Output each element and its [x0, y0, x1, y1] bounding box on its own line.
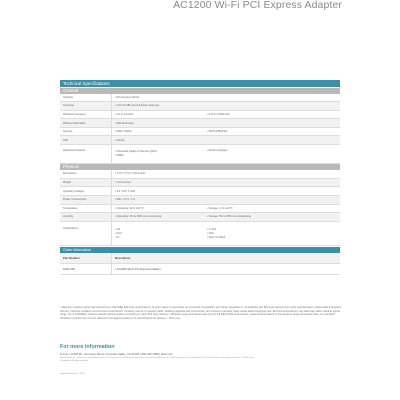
spec-value-item: • IC: [115, 236, 120, 240]
spec-value-col: [115, 227, 207, 241]
spec-value-col: • Max. 3.3 V / 1 A: [115, 198, 135, 202]
spec-value-item: • C-Tick: [207, 227, 217, 231]
spec-value: [112, 128, 340, 136]
spec-label: Humidity: [60, 213, 112, 221]
spec-value-col: • 1.15 ounces: [115, 181, 131, 185]
spec-row: [60, 136, 340, 145]
spec-value-col: • Operating: 0% to 90% non-condensing: [115, 215, 162, 219]
more-info: [60, 344, 173, 356]
spec-value-item: • CE: [115, 227, 121, 231]
spec-row: [60, 205, 340, 214]
spec-value-col: • Activity: [115, 138, 125, 142]
spec-label: Weight: [60, 179, 112, 187]
title-bar: [0, 0, 400, 34]
spec-row: [60, 213, 340, 222]
revision-date: Updated November 7, 2014: [60, 373, 85, 375]
spec-row: [60, 187, 340, 196]
spec-value-col: • Operating: 32 to 104 °F: [115, 206, 144, 210]
spec-value-col: • RoHS compliant: [207, 149, 228, 153]
order-header-row: [60, 253, 340, 264]
spec-value-col: • PCI Express (PCIe): [115, 95, 140, 99]
spec-value: [112, 94, 340, 102]
spec-value-item: • FCC: [115, 232, 122, 236]
spec-sections: [60, 88, 340, 247]
spec-value-col: • Two 4.5 dBi external dipole antennas: [115, 104, 160, 108]
spec-row: [60, 94, 340, 103]
spec-value-col: • 3.3 V DC ± 10%: [115, 189, 136, 193]
spec-value-col: [207, 198, 337, 201]
spec-label: Wireless Frequency: [60, 111, 112, 119]
order-heading: Order Information: [60, 247, 340, 253]
spec-label: Certifications: [60, 222, 112, 246]
spec-value-col: [207, 190, 337, 193]
spec-value-col: [207, 122, 337, 125]
spec-label: Security: [60, 128, 112, 136]
spec-value: [112, 205, 340, 213]
spec-row: [60, 119, 340, 128]
product-title: AC1200 Wi-Fi PCI Express Adapter: [173, 0, 342, 11]
spec-row: [60, 111, 340, 120]
spec-row: [60, 128, 340, 137]
spec-label: LED: [60, 136, 112, 144]
order-col-part: Part Number: [60, 253, 112, 263]
spec-value-col: [207, 96, 337, 99]
order-part-number: DWA-582: [60, 264, 112, 274]
spec-value: [112, 102, 340, 110]
spec-value: [112, 111, 340, 119]
spec-value-col: [207, 139, 337, 142]
order-row: [60, 264, 340, 275]
spec-value: [112, 136, 340, 144]
spec-value-col: • WPA / WPA2: [115, 130, 132, 134]
spec-row: [60, 102, 340, 111]
spec-value-col: [207, 181, 337, 184]
spec-value-col: • 802.11ac/n/g/a: [115, 121, 134, 125]
spec-row: [60, 179, 340, 188]
spec-value: [112, 196, 340, 204]
spec-row: [60, 170, 340, 179]
footnote: ¹ Maximum wireless signal rate derived from draft IEEE 802.11ac specifications. D-Link makes no warranties as to forward compatibility with future standards or compatibility with 802.11ac devices from other manufacturers. Actual data throughput will vary. Network conditions and environmental factors, including volume of network traffic, building materials and construction, and network overhead, lower actual data throughput rate. Environmental factors may adversely affect wireless signal range. Up to 1200Mbps wireless speeds achieved when connecting to other 802.11ac devices. ² Wireless range and speed rates are D-Link RELATIVE performance measurements based on the wireless range and speed rates of a standard Wireless N product from D-Link. Maximum throughput based on D-Link Wireless AC devices. ³ PCIe only.: [60, 306, 342, 320]
order-col-desc: Description: [115, 256, 131, 261]
spec-value: [112, 222, 340, 246]
spec-value-col: • WPS (PBC/PIN): [207, 130, 228, 134]
spec-label: Advanced Features: [60, 145, 112, 163]
spec-value: [112, 170, 340, 178]
spec-heading: Technical Specifications: [60, 80, 340, 87]
section-heading: General: [60, 88, 340, 94]
spec-value: [112, 213, 340, 221]
more-info-heading: For more information: [60, 344, 115, 350]
spec-value-col: [115, 149, 207, 159]
spec-value-col: • Storage: -4 to 149 °F: [207, 206, 233, 210]
spec-label: Wireless Standards: [60, 119, 112, 127]
spec-row: [60, 145, 340, 164]
spec-value: [112, 187, 340, 195]
spec-value: [112, 179, 340, 187]
spec-value-item: • NCC: [207, 232, 215, 236]
spec-value-col: [207, 227, 337, 241]
spec-value-item: • Wi-Fi Certified: [207, 236, 226, 240]
spec-value-col: • 2.4 to 2.5 GHz: [115, 112, 134, 116]
spec-value-col: • Storage: 5% to 95% non-condensing: [207, 215, 251, 219]
spec-label: Antennas: [60, 102, 112, 110]
spec-table: [60, 80, 340, 275]
spec-value: [112, 145, 340, 163]
order-description: • AC1200 Wi-Fi PCI Express Adapter: [115, 267, 161, 272]
section-heading: Physical: [60, 164, 340, 170]
legal-text: Specifications are subject to change without notice. D-Link and the D-Link logo are trademarks or registered trademarks of D-Link Corporation or its subsidiaries in the United States and/or other countries. © 2014 D-Link Corporation. All rights reserved.: [60, 357, 254, 362]
spec-value-item: • Advanced Quality of Service (QoS): [115, 150, 157, 154]
spec-label: Operating Voltage: [60, 187, 112, 195]
more-info-address: D-Link | 17595 Mt. Herrmann Street | Fountain Valley, CA 92708 | 800.326.1688 | dlink.com: [60, 351, 173, 356]
spec-label: Temperature: [60, 205, 112, 213]
spec-value: [112, 119, 340, 127]
spec-value-col: [207, 172, 337, 175]
spec-row: [60, 222, 340, 247]
spec-label: Dimensions: [60, 170, 112, 178]
spec-row: [60, 196, 340, 205]
spec-value-col: • 5.15 to 5.825 GHz: [207, 112, 230, 116]
spec-value-col: [207, 104, 337, 107]
spec-label: Power Consumption: [60, 196, 112, 204]
spec-label: Interface: [60, 94, 112, 102]
spec-value-item: • WMM: [115, 154, 124, 158]
spec-value-col: • 4.76 x 5.73 x 0.84 inches: [115, 172, 146, 176]
order-rows: [60, 264, 340, 275]
